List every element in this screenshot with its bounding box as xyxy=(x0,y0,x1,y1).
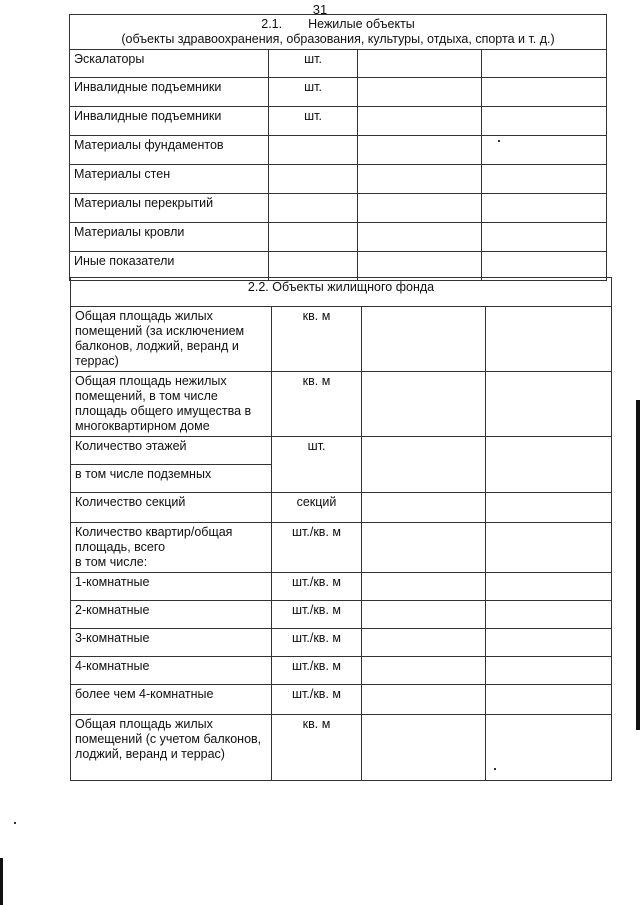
value-cell xyxy=(358,107,482,136)
value-cell xyxy=(358,78,482,107)
row-unit: шт. xyxy=(269,78,358,107)
section-title: 2.2. Объекты жилищного фонда xyxy=(71,278,612,307)
table-row xyxy=(71,372,612,437)
table-row xyxy=(70,223,607,252)
row-unit: шт./кв. м xyxy=(272,657,362,685)
value-cell xyxy=(486,657,612,685)
table-row xyxy=(71,523,612,573)
row-label: Количество квартир/общая площадь, всего в том числе: xyxy=(71,523,272,573)
scan-speck xyxy=(14,822,16,824)
value-cell xyxy=(362,523,486,573)
value-cell xyxy=(482,165,607,194)
row-unit: шт./кв. м xyxy=(272,573,362,601)
scan-speck xyxy=(498,140,500,142)
value-cell xyxy=(486,601,612,629)
row-label: Общая площадь нежилых помещений, в том числе площадь общего имущества в многоквартирном доме xyxy=(71,372,272,437)
value-cell xyxy=(486,715,612,781)
row-label: Материалы перекрытий xyxy=(70,194,269,223)
table-row xyxy=(71,493,612,523)
row-label: в том числе подземных xyxy=(71,465,272,493)
table-row xyxy=(71,657,612,685)
row-label: Материалы фундаментов xyxy=(70,136,269,165)
table-row xyxy=(71,685,612,715)
row-unit xyxy=(269,165,358,194)
row-unit: шт. xyxy=(272,437,362,493)
value-cell xyxy=(482,223,607,252)
row-label: Иные показатели xyxy=(70,252,269,281)
row-label: Инвалидные подъемники xyxy=(70,107,269,136)
value-cell xyxy=(486,573,612,601)
scan-speck xyxy=(494,768,496,770)
value-cell xyxy=(362,629,486,657)
row-unit: кв. м xyxy=(272,715,362,781)
table-row xyxy=(71,573,612,601)
value-cell xyxy=(362,307,486,372)
row-unit xyxy=(269,194,358,223)
value-cell xyxy=(486,372,612,437)
section-title: Нежилые объекты xyxy=(308,17,415,31)
row-label: более чем 4-комнатные xyxy=(71,685,272,715)
row-label: Эскалаторы xyxy=(70,50,269,78)
value-cell xyxy=(486,493,612,523)
value-cell xyxy=(362,493,486,523)
table-row xyxy=(71,601,612,629)
value-cell xyxy=(358,50,482,78)
value-cell xyxy=(358,136,482,165)
row-unit: шт. xyxy=(269,50,358,78)
table-row xyxy=(70,194,607,223)
housing-table xyxy=(70,277,612,781)
table-row xyxy=(71,307,612,372)
row-label: Количество секций xyxy=(71,493,272,523)
value-cell xyxy=(486,437,612,493)
section-header-row xyxy=(71,278,612,307)
section-header-cell xyxy=(70,15,607,50)
row-unit xyxy=(269,136,358,165)
value-cell xyxy=(362,685,486,715)
value-cell xyxy=(358,165,482,194)
row-unit: секций xyxy=(272,493,362,523)
value-cell xyxy=(362,437,486,493)
row-label: Общая площадь жилых помещений (за исключением балконов, лоджий, веранд и террас) xyxy=(71,307,272,372)
row-label: Количество этажей xyxy=(71,437,272,465)
value-cell xyxy=(362,573,486,601)
row-unit: шт./кв. м xyxy=(272,629,362,657)
value-cell xyxy=(482,107,607,136)
value-cell xyxy=(486,307,612,372)
value-cell xyxy=(482,136,607,165)
section-subtitle: (объекты здравоохранения, образования, культуры, отдыха, спорта и т. д.) xyxy=(121,32,555,46)
row-label: 1-комнатные xyxy=(71,573,272,601)
value-cell xyxy=(486,685,612,715)
value-cell xyxy=(486,629,612,657)
table-row xyxy=(70,78,607,107)
row-unit xyxy=(269,223,358,252)
table-row xyxy=(71,629,612,657)
table-row xyxy=(70,50,607,78)
value-cell xyxy=(362,657,486,685)
non-residential-table xyxy=(69,14,607,281)
value-cell xyxy=(362,372,486,437)
table-row xyxy=(70,136,607,165)
row-label: Материалы кровли xyxy=(70,223,269,252)
row-label: 4-комнатные xyxy=(71,657,272,685)
value-cell xyxy=(358,194,482,223)
row-unit: кв. м xyxy=(272,372,362,437)
row-unit: шт./кв. м xyxy=(272,601,362,629)
value-cell xyxy=(362,601,486,629)
section-header-row xyxy=(70,15,607,50)
row-label: 3-комнатные xyxy=(71,629,272,657)
section-number: 2.1. xyxy=(261,17,283,31)
table-row xyxy=(70,107,607,136)
row-unit: кв. м xyxy=(272,307,362,372)
row-label: Материалы стен xyxy=(70,165,269,194)
page-number: 31 xyxy=(312,2,328,17)
row-unit: шт. xyxy=(269,107,358,136)
table-row xyxy=(71,437,612,465)
row-unit: шт./кв. м xyxy=(272,685,362,715)
scan-edge-left xyxy=(0,858,3,905)
value-cell xyxy=(486,523,612,573)
row-label: 2-комнатные xyxy=(71,601,272,629)
table-row xyxy=(70,165,607,194)
row-label: Общая площадь жилых помещений (с учетом балконов, лоджий, веранд и террас) xyxy=(71,715,272,781)
value-cell xyxy=(358,223,482,252)
value-cell xyxy=(482,194,607,223)
row-label: Инвалидные подъемники xyxy=(70,78,269,107)
value-cell xyxy=(482,78,607,107)
table-row xyxy=(71,715,612,781)
scan-edge-right xyxy=(636,400,640,730)
value-cell xyxy=(362,715,486,781)
row-unit: шт./кв. м xyxy=(272,523,362,573)
value-cell xyxy=(482,50,607,78)
